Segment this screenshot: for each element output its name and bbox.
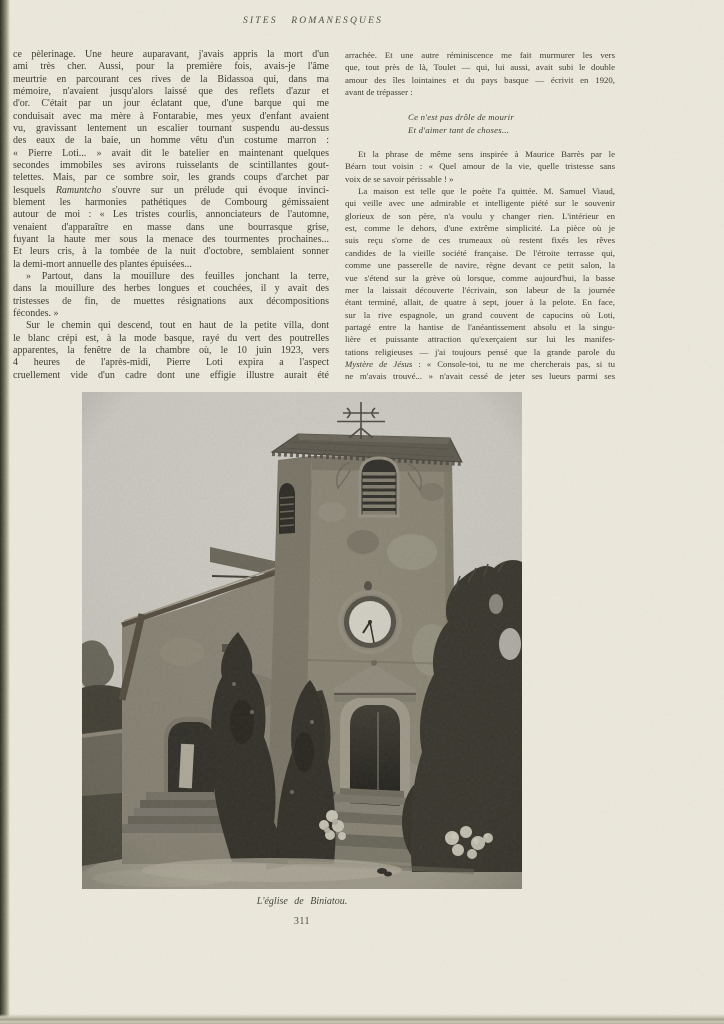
text-line: avant de trépasser : <box>345 87 413 98</box>
paragraph <box>13 49 329 271</box>
text-line: Et d'aimer tant de choses... <box>408 124 510 135</box>
text-line: des eaux de la baie, un homme vêtu d'un costume marron : <box>13 135 329 147</box>
text-line: d'or. C'était par un jour éclatant que, d'une barque qui me <box>13 98 329 110</box>
text-line: qui veille avec une admirable et intelligente piété sur le souvenir <box>345 198 615 209</box>
text-line: fuyant la haute mer sous la menace des tourmentes prochaines... <box>13 233 329 245</box>
text-line: glorieux de son père, n'a voulu y changer rien. L'intérieur en <box>345 210 615 221</box>
text-line: » Partout, dans la mouillure des feuilles jonchant la terre, <box>26 270 329 282</box>
text-line: vu, gravissant lentement un escalier tournant suspendu au-dessus <box>13 122 329 134</box>
text-line: étant terminé, allait, de quatre à sept, jouer à la pelote. En face, <box>345 297 615 308</box>
text-line: apparentes, la fenêtre de la chambre où, le 10 juin 1923, vers <box>13 344 329 356</box>
text-line: Et leurs cris, à la tombée de la nuit d'octobre, semblaient sonner <box>13 246 329 258</box>
text-line: lière et puissante attraction qu'exerçaient sur lui les manifes- <box>345 334 615 345</box>
text-line: La maison est telle que le poète l'a quittée. M. Samuel Viaud, <box>358 186 615 197</box>
text-line: vue s'étend sur la grève où lorsque, comme aujourd'hui, la basse <box>345 272 615 283</box>
right-text-column <box>345 49 615 383</box>
text-line: la demi-mort annuelle des plantes épuisées... <box>13 258 192 270</box>
text-line: comme une passerelle de navire, règne devant ce petit salon, la <box>345 260 615 271</box>
text-line: dans la mouillure des herbes longues et couchées, il y avait des <box>13 283 329 295</box>
page-spine-edge <box>0 0 10 1024</box>
text-line: le blanc crépi est, à la mode basque, rayé du vert des poutrelles <box>13 332 329 344</box>
paragraph <box>13 320 329 382</box>
text-line: Béarn tout voisin : « Quel amour de la vie, quelle tristesse sans <box>345 161 615 172</box>
page-number: 311 <box>293 916 311 927</box>
text-line: voix de se savoir périssable ! » <box>345 173 454 184</box>
text-line: cruellement vide d'un cadre dont une effigie illustre aurait été <box>13 369 329 381</box>
text-line: est, comme le dehors, d'une extrême simplicité. La pièce où je <box>345 223 615 234</box>
paragraph <box>13 271 329 320</box>
text-line: suis reçu s'orne de ces trumeaux où restent fixés les rêves <box>345 235 615 246</box>
text-line: fécondes. » <box>13 307 59 319</box>
text-line: telettes. Mais, par ce sombre soir, les grands coups d'archet par <box>13 172 329 184</box>
text-line: mer la laissait découverte l'écrivain, son labeur de la journée <box>345 284 615 295</box>
text-line: sur la rive espagnole, un grand couvent de capucins où Loti, <box>345 309 615 320</box>
text-line: conduisait avec ma mère à Fontarabie, mes yeux d'enfant avaient <box>13 110 329 122</box>
text-line: candides de la vieille société française. De l'étroite terrasse qui, <box>345 247 615 258</box>
text-line: tristesses de fin, de muettes résignations aux décompositions <box>13 295 329 307</box>
text-line: Ce n'est pas drôle de mourir <box>408 112 514 123</box>
text-line: Sur le chemin qui descend, tout en haut de la petite villa, dont <box>26 320 329 332</box>
text-line: « Pierre Loti... » avait dit le batelier en maintenant quelques <box>13 147 329 159</box>
text-line: tations religieuses — j'ai toujours pensé que la grande parole du <box>345 346 615 357</box>
left-text-column <box>13 49 329 382</box>
paragraph <box>345 148 615 185</box>
page-bottom-edge <box>0 1014 724 1024</box>
text-line: Et la phrase de même sens inspirée à Maurice Barrès par le <box>358 149 615 160</box>
text-line: ami très cher. Aussi, pour la première fois, avais-je l'âme <box>13 61 329 73</box>
text-line: lesquels Ramuntcho s'ouvre sur un prélude qui évoque invinci- <box>13 184 329 196</box>
text-line: secondes immobiles ses avirons ruisselants de scintillantes gout- <box>13 159 329 171</box>
paragraph <box>345 185 615 383</box>
church-photo <box>82 392 522 889</box>
text-line: ne m'avais trouvé... » n'avait cessé de jeter ses lueurs parmi ses <box>345 371 615 382</box>
text-line: que, tout près de là, Toulet — qui, lui aussi, avait subi le double <box>345 62 615 73</box>
paragraph <box>345 49 615 98</box>
text-line: amour des îles lointaines et du pays basque — écrivit en 1920, <box>345 74 615 85</box>
text-line: meurtrie en parcourant ces rives de la Bidassoa qui, dans ma <box>13 73 329 85</box>
text-line: partagé entre la hantise de l'anéantissement absolu et la singu- <box>345 321 615 332</box>
text-line: ce pèlerinage. Une heure auparavant, j'avais appris la mort d'un <box>13 49 329 60</box>
text-line: autour de moi : « Les tristes courlis, annonciateurs de l'automne, <box>13 209 329 221</box>
text-line: blement les harmonies pathétiques de Combourg gémissaient <box>13 196 329 208</box>
verse-block <box>408 111 615 136</box>
photo-caption: L'église de Biniatou. <box>256 896 348 907</box>
text-line: arrachée. Et une autre réminiscence me fait murmurer les vers <box>345 50 615 60</box>
text-line: venaient d'apparaître en masse dans une bourrasque grise, <box>13 221 329 233</box>
text-line: mémoire, n'avaient jusqu'alors laissé que des reflets d'azur et <box>13 85 329 97</box>
text-line: 4 heures de l'après-midi, Pierre Loti expira a l'aspect <box>13 357 329 369</box>
running-head: SITES ROMANESQUES <box>242 16 384 26</box>
text-line: Mystère de Jésus : « Console-toi, tu ne me chercherais pas, si tu <box>345 358 615 369</box>
